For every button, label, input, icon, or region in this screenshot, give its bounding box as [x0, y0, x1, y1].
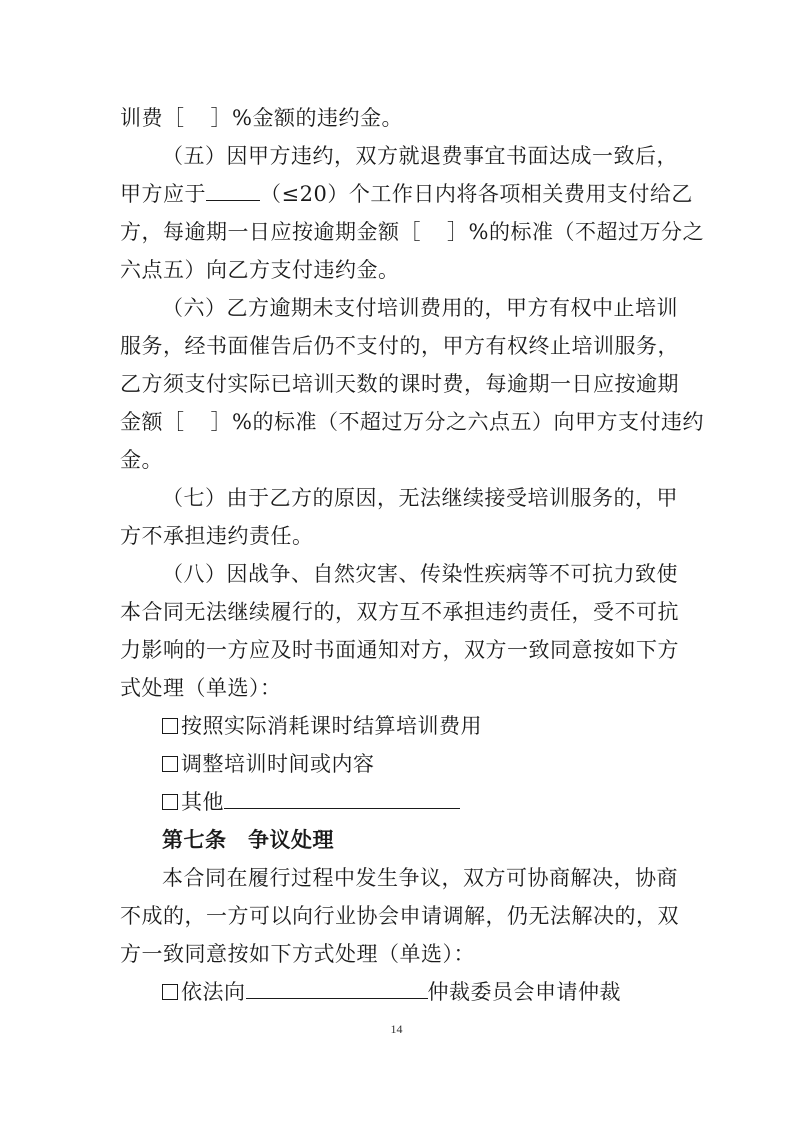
text-line: 式处理（单选）：: [120, 676, 282, 700]
checkbox-icon[interactable]: [162, 984, 178, 1000]
text-line: 服务，经书面催告后仍不支付的，甲方有权终止培训服务，: [120, 334, 679, 358]
option-label: 按照实际消耗课时结算培训费用: [181, 714, 482, 738]
article-heading: 第七条 争议处理: [162, 828, 334, 852]
text-fragment: 金额［: [120, 410, 185, 434]
text-line: 方一致同意按如下方式处理（单选）：: [120, 942, 475, 966]
option-item[interactable]: [162, 711, 482, 741]
option-label: 其他: [181, 790, 224, 814]
text-line: [120, 103, 403, 133]
text-line: 本合同在履行过程中发生争议，双方可协商解决，协商: [162, 866, 678, 890]
text-fragment: 训费［: [120, 106, 185, 130]
fill-blank[interactable]: [224, 787, 460, 809]
text-line: 本合同无法继续履行的，双方互不承担违约责任，受不可抗: [120, 600, 679, 624]
option-label: 依法向: [181, 980, 246, 1004]
option-item[interactable]: [162, 977, 621, 1007]
text-fragment: 方，每逾期一日应按逾期金额［: [120, 220, 421, 244]
option-item[interactable]: [162, 749, 375, 779]
option-label: 调整培训时间或内容: [181, 752, 375, 776]
text-line: 乙方须支付实际已培训天数的课时费，每逾期一日应按逾期: [120, 372, 679, 396]
text-line: 六点五）向乙方支付违约金。: [120, 258, 400, 282]
text-line: [120, 407, 704, 437]
text-line: [120, 179, 693, 209]
text-line: （八）因战争、自然灾害、传染性疾病等不可抗力致使: [162, 562, 678, 586]
option-item[interactable]: [162, 787, 460, 817]
fill-blank[interactable]: [206, 179, 260, 201]
option-label: 仲裁委员会申请仲裁: [427, 980, 621, 1004]
text-line: 方不承担违约责任。: [120, 524, 314, 548]
checkbox-icon[interactable]: [162, 718, 178, 734]
text-line: 不成的，一方可以向行业协会申请调解，仍无法解决的，双: [120, 904, 679, 928]
text-line: （七）由于乙方的原因，无法继续接受培训服务的，甲: [162, 486, 678, 510]
fill-blank[interactable]: [246, 977, 428, 999]
text-fragment: ］%金额的违约金。: [210, 106, 403, 130]
text-line: 力影响的一方应及时书面通知对方，双方一致同意按如下方: [120, 638, 679, 662]
text-fragment: ］%的标准（不超过万分之六点五）向甲方支付违约: [210, 410, 704, 434]
checkbox-icon[interactable]: [162, 794, 178, 810]
text-line: [120, 217, 704, 247]
text-fragment: 甲方应于: [120, 182, 206, 206]
text-line: （六）乙方逾期未支付培训费用的，甲方有权中止培训: [162, 296, 678, 320]
text-fragment: ］%的标准（不超过万分之: [447, 220, 704, 244]
checkbox-icon[interactable]: [162, 756, 178, 772]
page-number: 14: [390, 1022, 403, 1036]
text-line: 金。: [120, 448, 163, 472]
text-line: （五）因甲方违约，双方就退费事宜书面达成一致后，: [162, 144, 678, 168]
text-fragment: （≤20）个工作日内将各项相关费用支付给乙: [260, 182, 693, 206]
